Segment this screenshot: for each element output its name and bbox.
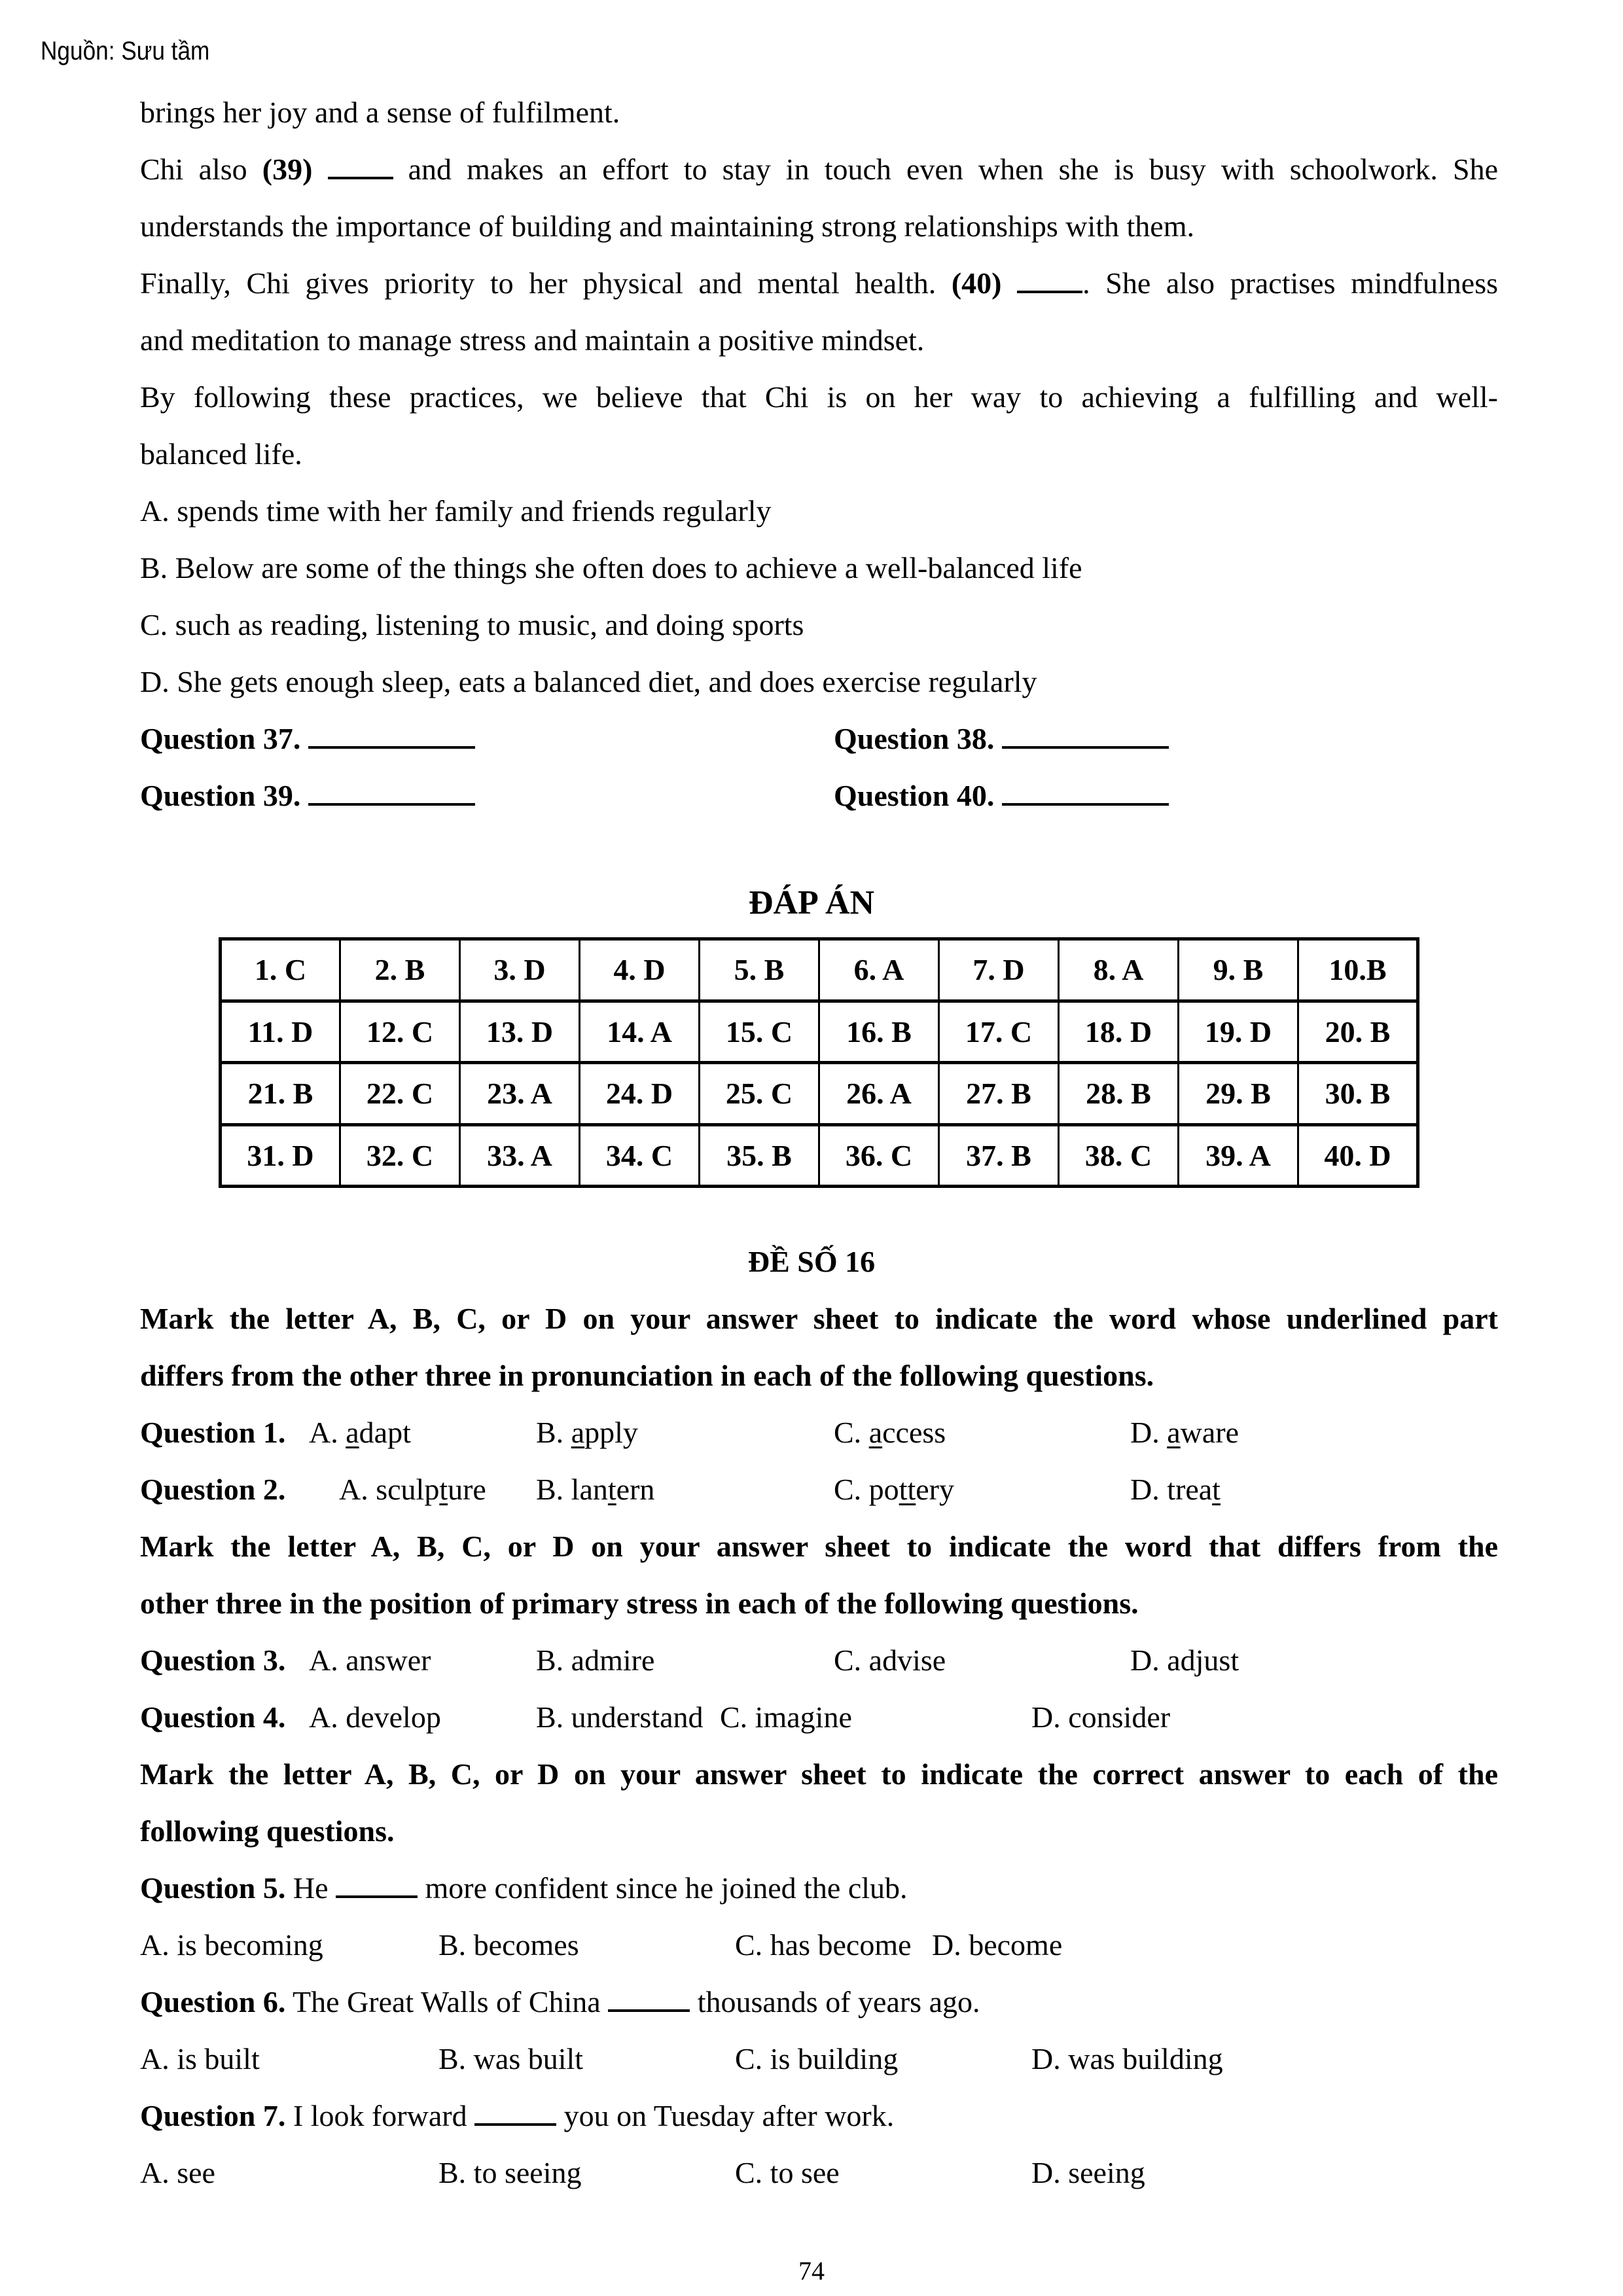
instruction-stress-2: other three in the position of primary stress in each of the following questions. bbox=[140, 1587, 1139, 1620]
q5-option-b[interactable]: B. becomes bbox=[438, 1928, 579, 1962]
passage-line: and meditation to manage stress and maintain a positive mindset. bbox=[140, 323, 925, 357]
page-number: 74 bbox=[798, 2256, 825, 2286]
answer-key-cell: 29. B bbox=[1179, 1063, 1298, 1125]
answer-key-cell: 22. C bbox=[340, 1063, 460, 1125]
answer-key-cell: 39. A bbox=[1179, 1124, 1298, 1187]
instruction-correct-2: following questions. bbox=[140, 1814, 395, 1848]
answer-key-cell: 25. C bbox=[700, 1063, 819, 1125]
q2-option-d[interactable]: D. treat bbox=[1130, 1473, 1221, 1506]
answer-key-cell: 18. D bbox=[1059, 1001, 1179, 1063]
q6-option-a[interactable]: A. is built bbox=[140, 2042, 260, 2075]
answer-key-cell: 28. B bbox=[1059, 1063, 1179, 1125]
q7-option-d[interactable]: D. seeing bbox=[1031, 2156, 1145, 2189]
question-1-label: Question 1. bbox=[140, 1416, 286, 1449]
q5-option-c[interactable]: C. has become bbox=[735, 1928, 912, 1962]
exam-title: ĐỀ SỐ 16 bbox=[747, 1245, 876, 1278]
q1-option-b[interactable]: B. apply bbox=[536, 1416, 638, 1449]
answer-key-cell: 9. B bbox=[1179, 939, 1298, 1001]
q3-option-b[interactable]: B. admire bbox=[536, 1643, 655, 1677]
q6-option-c[interactable]: C. is building bbox=[735, 2042, 899, 2075]
answer-key-cell: 33. A bbox=[460, 1124, 580, 1187]
answer-key-cell: 32. C bbox=[340, 1124, 460, 1187]
question-7: Question 7. I look forward you on Tuesday after work. bbox=[140, 2099, 895, 2132]
q6-option-b[interactable]: B. was built bbox=[438, 2042, 584, 2075]
answer-key-row bbox=[221, 1001, 1418, 1063]
answer-key-cell: 5. B bbox=[700, 939, 819, 1001]
answer-key-cell: 40. D bbox=[1298, 1124, 1418, 1187]
answer-key-cell: 1. C bbox=[221, 939, 340, 1001]
answer-key-cell: 31. D bbox=[221, 1124, 340, 1187]
passage-option-d: D. She gets enough sleep, eats a balanced diet, and does exercise regularly bbox=[140, 665, 1037, 698]
q5-option-a[interactable]: A. is becoming bbox=[140, 1928, 323, 1962]
q4-option-b[interactable]: B. understand bbox=[536, 1700, 704, 1734]
answer-key-row bbox=[221, 1063, 1418, 1125]
passage-line: balanced life. bbox=[140, 437, 302, 471]
instruction-stress: Mark the letter A, B, C, or D on your answer sheet to indicate the word that differs from the bbox=[140, 1530, 1498, 1563]
q2-option-c[interactable]: C. pottery bbox=[834, 1473, 954, 1506]
answer-key-title: ĐÁP ÁN bbox=[748, 884, 875, 922]
passage-line: Finally, Chi gives priority to her physical and mental health. (40) . She also practises mindfulness bbox=[140, 266, 1498, 300]
question-4-label: Question 4. bbox=[140, 1700, 286, 1734]
q2-option-b[interactable]: B. lantern bbox=[536, 1473, 655, 1506]
question-6: Question 6. The Great Walls of China thousands of years ago. bbox=[140, 1985, 980, 2018]
question-2-label: Question 2. bbox=[140, 1473, 286, 1506]
answer-key-cell: 11. D bbox=[221, 1001, 340, 1063]
answer-key-cell: 15. C bbox=[700, 1001, 819, 1063]
q1-option-c[interactable]: C. access bbox=[834, 1416, 946, 1449]
instruction-correct: Mark the letter A, B, C, or D on your answer sheet to indicate the correct answer to each of the bbox=[140, 1757, 1498, 1791]
answer-key-cell: 16. B bbox=[819, 1001, 939, 1063]
question-5: Question 5. He more confident since he joined the club. bbox=[140, 1871, 908, 1905]
passage-option-c: C. such as reading, listening to music, and doing sports bbox=[140, 608, 804, 641]
q4-option-c[interactable]: C. imagine bbox=[720, 1700, 852, 1734]
answer-key-cell: 30. B bbox=[1298, 1063, 1418, 1125]
q7-option-c[interactable]: C. to see bbox=[735, 2156, 840, 2189]
question-3-label: Question 3. bbox=[140, 1643, 286, 1677]
blank-40 bbox=[1017, 268, 1082, 293]
answer-key-cell: 2. B bbox=[340, 939, 460, 1001]
q4-option-a[interactable]: A. develop bbox=[309, 1700, 441, 1734]
answer-key-cell: 6. A bbox=[819, 939, 939, 1001]
answer-key-cell: 4. D bbox=[580, 939, 700, 1001]
answer-slot-40[interactable]: Question 40. bbox=[834, 778, 1169, 814]
instruction-pronunciation: Mark the letter A, B, C, or D on your answer sheet to indicate the word whose underlined part bbox=[140, 1302, 1498, 1335]
answer-key-cell: 12. C bbox=[340, 1001, 460, 1063]
answer-key-row bbox=[221, 939, 1418, 1001]
answer-key-cell: 7. D bbox=[939, 939, 1059, 1001]
passage-option-a: A. spends time with her family and friends regularly bbox=[140, 494, 772, 528]
answer-key-table bbox=[219, 937, 1419, 1188]
source-header: Nguồn: Sưu tầm bbox=[41, 37, 210, 65]
answer-slot-38[interactable]: Question 38. bbox=[834, 721, 1169, 757]
passage-option-b: B. Below are some of the things she often does to achieve a well-balanced life bbox=[140, 551, 1082, 584]
answer-key-cell: 20. B bbox=[1298, 1001, 1418, 1063]
answer-key-cell: 10.B bbox=[1298, 939, 1418, 1001]
q1-option-a[interactable]: A. adapt bbox=[309, 1416, 411, 1449]
answer-key-cell: 36. C bbox=[819, 1124, 939, 1187]
answer-key-cell: 27. B bbox=[939, 1063, 1059, 1125]
passage-line: brings her joy and a sense of fulfilment. bbox=[140, 96, 620, 129]
passage-line: By following these practices, we believe that Chi is on her way to achieving a fulfilling and well- bbox=[140, 380, 1498, 414]
instruction-pronunciation-2: differs from the other three in pronunciation in each of the following questions. bbox=[140, 1359, 1154, 1392]
q1-option-d[interactable]: D. aware bbox=[1130, 1416, 1240, 1449]
q2-option-a[interactable]: A. sculpture bbox=[339, 1473, 486, 1506]
answer-key-cell: 14. A bbox=[580, 1001, 700, 1063]
q5-option-d[interactable]: D. become bbox=[932, 1928, 1063, 1962]
q4-option-d[interactable]: D. consider bbox=[1031, 1700, 1171, 1734]
answer-key-cell: 19. D bbox=[1179, 1001, 1298, 1063]
blank-39 bbox=[328, 154, 393, 179]
q7-option-b[interactable]: B. to seeing bbox=[438, 2156, 582, 2189]
answer-key-cell: 13. D bbox=[460, 1001, 580, 1063]
answer-key-cell: 23. A bbox=[460, 1063, 580, 1125]
answer-slot-39[interactable]: Question 39. bbox=[140, 778, 475, 814]
q6-option-d[interactable]: D. was building bbox=[1031, 2042, 1223, 2075]
answer-key-cell: 8. A bbox=[1059, 939, 1179, 1001]
answer-key-cell: 26. A bbox=[819, 1063, 939, 1125]
answer-key-cell: 21. B bbox=[221, 1063, 340, 1125]
answer-key-cell: 34. C bbox=[580, 1124, 700, 1187]
answer-key-cell: 37. B bbox=[939, 1124, 1059, 1187]
answer-key-cell: 24. D bbox=[580, 1063, 700, 1125]
q3-option-c[interactable]: C. advise bbox=[834, 1643, 946, 1677]
q3-option-a[interactable]: A. answer bbox=[309, 1643, 431, 1677]
answer-key-cell: 3. D bbox=[460, 939, 580, 1001]
answer-key-cell: 38. C bbox=[1059, 1124, 1179, 1187]
answer-key-cell: 35. B bbox=[700, 1124, 819, 1187]
q7-option-a[interactable]: A. see bbox=[140, 2156, 215, 2189]
passage-line: Chi also (39) and makes an effort to stay in touch even when she is busy with schoolwork. She bbox=[140, 152, 1499, 186]
q3-option-d[interactable]: D. adjust bbox=[1130, 1643, 1240, 1677]
answer-slot-37[interactable]: Question 37. bbox=[140, 721, 475, 757]
answer-key-cell: 17. C bbox=[939, 1001, 1059, 1063]
answer-key-row bbox=[221, 1124, 1418, 1187]
passage-line: understands the importance of building and maintaining strong relationships with them. bbox=[140, 209, 1194, 243]
